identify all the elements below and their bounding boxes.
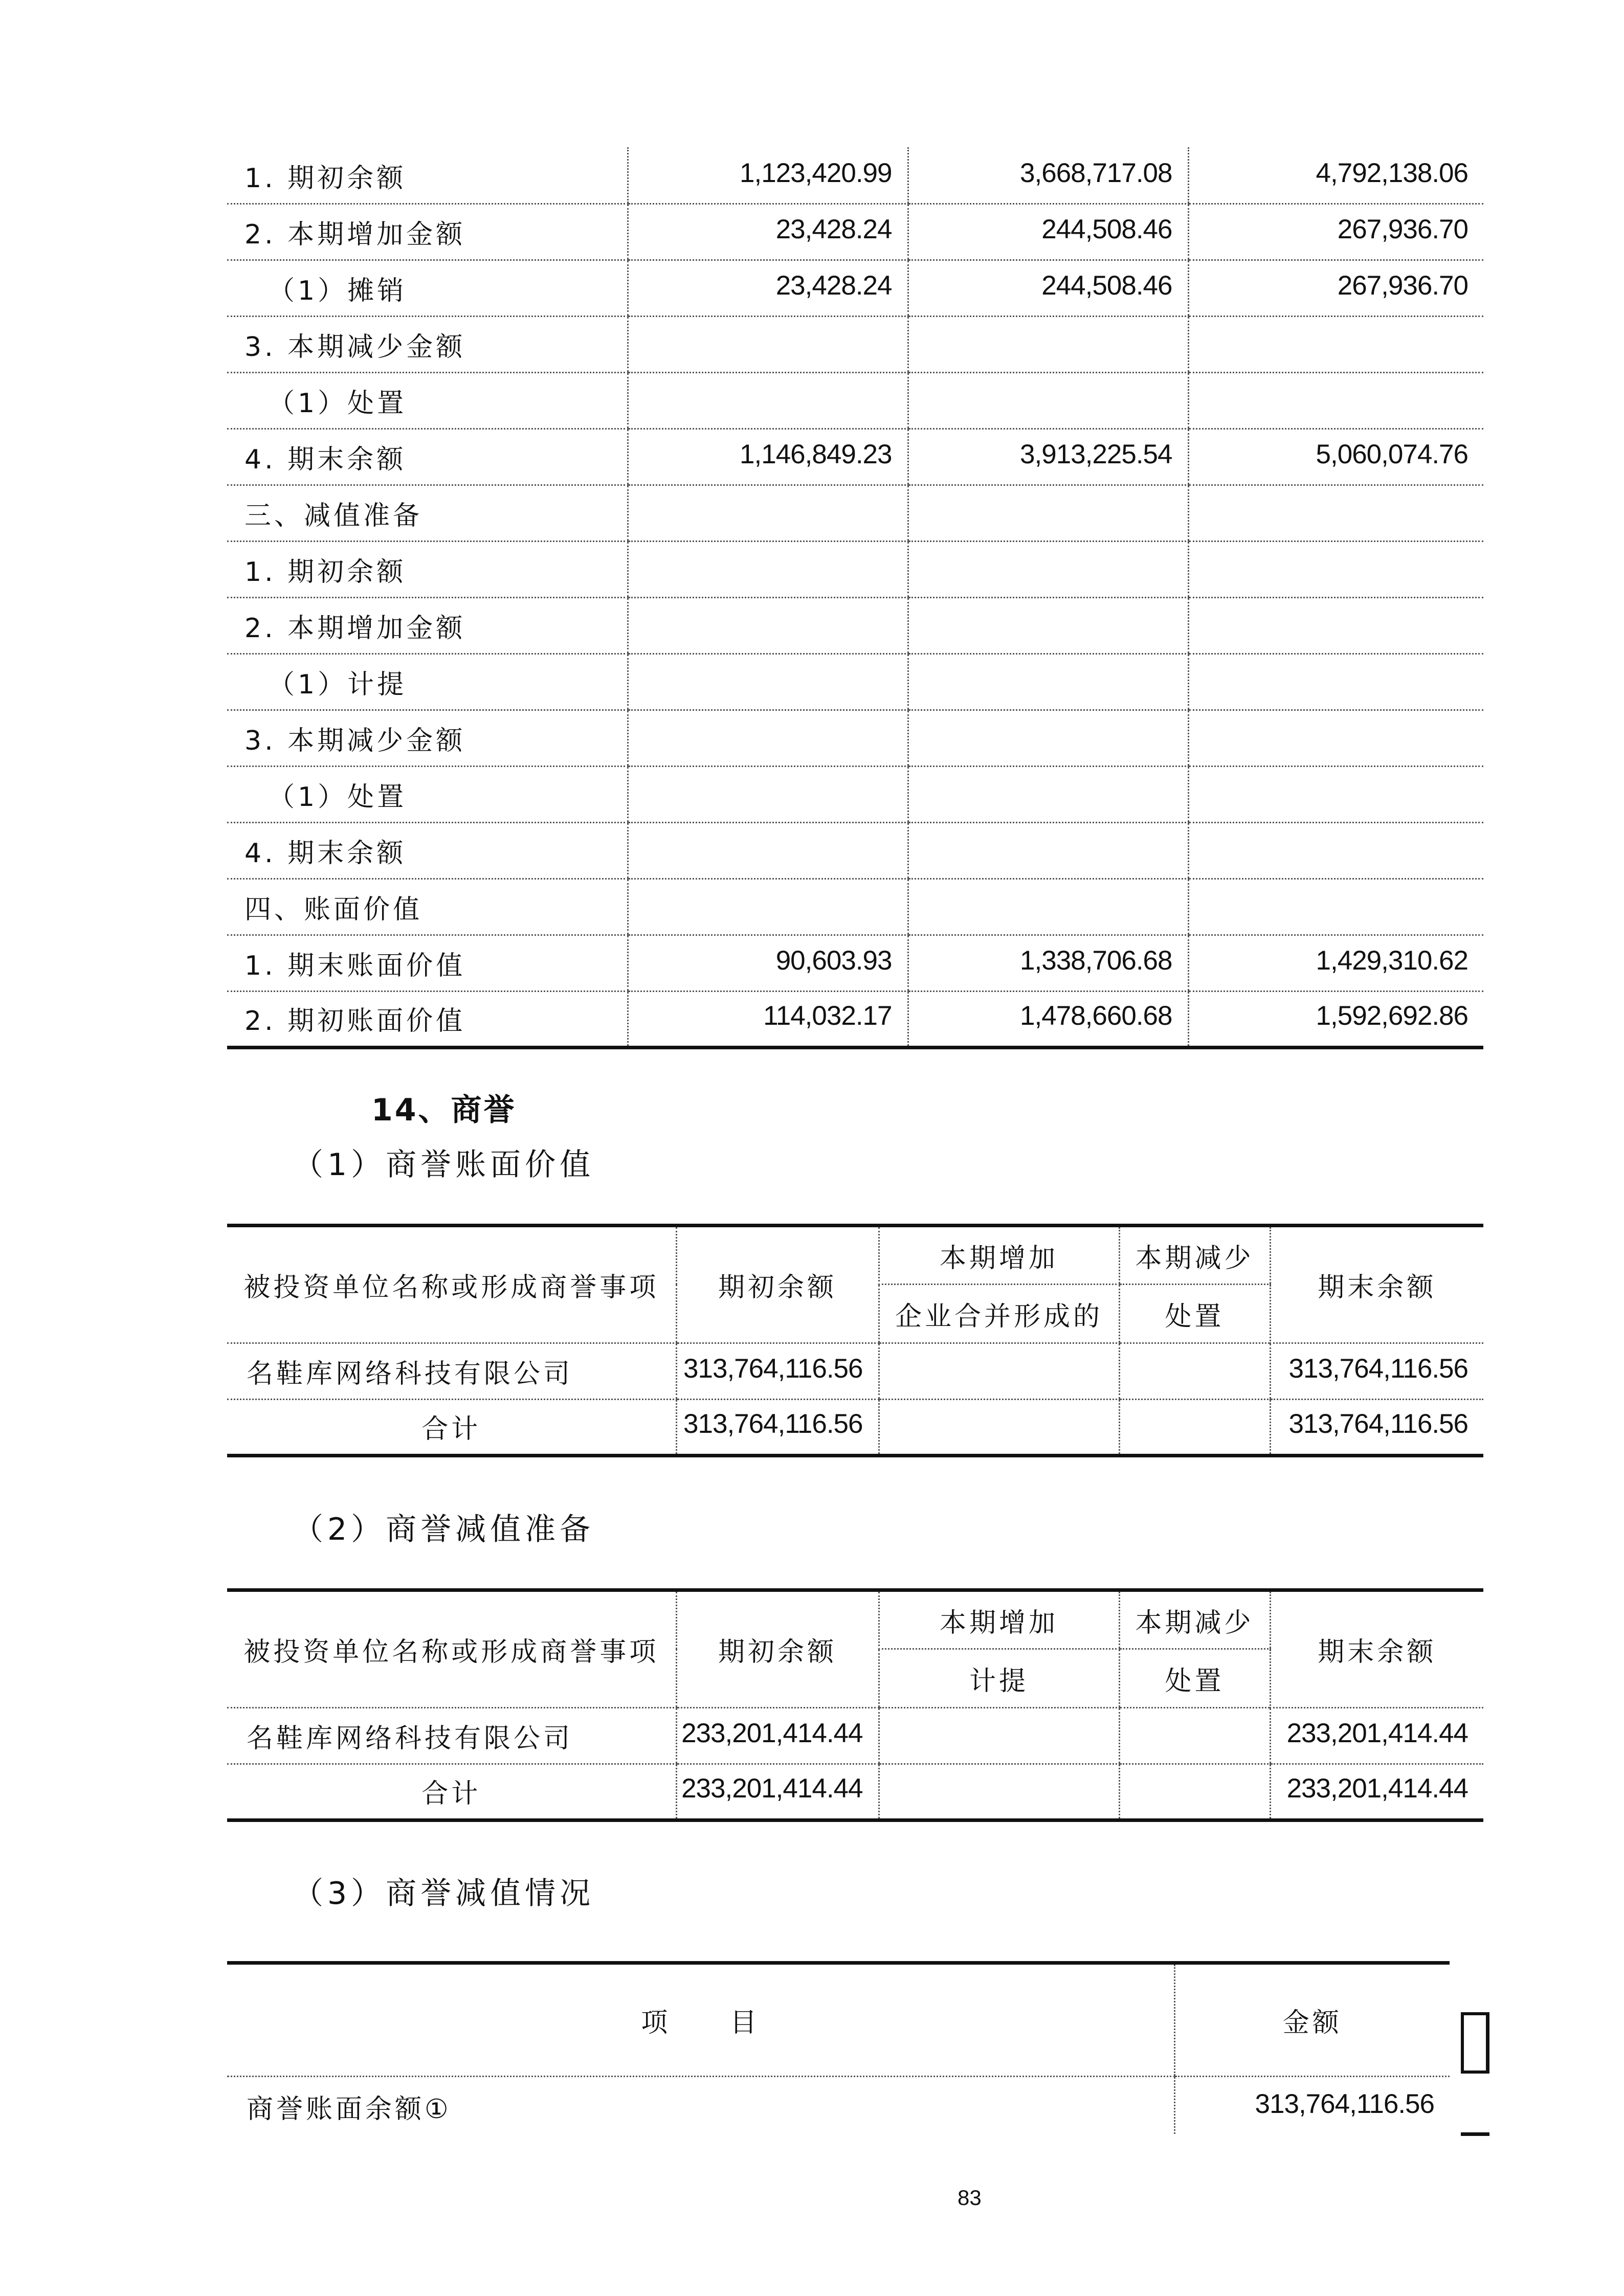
row-value-col3 (1188, 372, 1483, 429)
row-decrease (1119, 1764, 1270, 1820)
table-row (227, 316, 1483, 372)
row-decrease (1119, 1343, 1270, 1400)
table-edge-mark-bottom (1461, 2132, 1489, 2136)
header-decrease: 本期减少 (1119, 1226, 1270, 1285)
row-value-col3: 4,792,138.06 (1188, 147, 1483, 204)
row-label: 2. 期初账面价值 (244, 1005, 466, 1037)
header-decrease-sub: 处置 (1119, 1285, 1270, 1343)
table-row (227, 260, 1483, 316)
row-value-col3 (1188, 485, 1483, 541)
row-value-col3 (1188, 541, 1483, 597)
goodwill-book-value-table (227, 1224, 1483, 1457)
row-value-col1 (628, 316, 908, 372)
row-increase (879, 1400, 1119, 1456)
row-label: （1）计提 (227, 654, 628, 710)
row-label: （1）处置 (227, 372, 628, 429)
row-value-col1 (628, 485, 908, 541)
row-name: 名鞋库网络科技有限公司 (227, 1343, 676, 1400)
row-closing: 313,764,116.56 (1270, 1343, 1483, 1400)
table-row (227, 654, 1483, 710)
table-row (227, 822, 1483, 879)
header-closing: 期末余额 (1270, 1590, 1483, 1708)
row-value-col3: 5,060,074.76 (1188, 429, 1483, 485)
row-value-col2: 244,508.46 (908, 260, 1188, 316)
table-row (227, 204, 1483, 260)
table-row (227, 2077, 1450, 2134)
intangible-assets-table (227, 147, 1483, 1049)
row-label: 4. 期末余额 (227, 429, 628, 485)
row-value-col3 (1188, 879, 1483, 935)
row-opening: 233,201,414.44 (676, 1764, 879, 1820)
header-decrease-sub: 处置 (1119, 1649, 1270, 1708)
row-value-col3: 1,429,310.62 (1188, 935, 1483, 991)
table-edge-mark (1461, 2012, 1489, 2074)
row-value-col1 (628, 710, 908, 766)
row-label: （1）处置 (227, 766, 628, 822)
table-row (227, 879, 1483, 935)
row-value-col2 (908, 485, 1188, 541)
row-value-col1: 1,123,420.99 (628, 147, 908, 204)
header-name: 被投资单位名称或形成商誉事项 (227, 1590, 676, 1708)
row-decrease (1119, 1708, 1270, 1764)
row-label: 2. 本期增加金额 (227, 597, 628, 654)
row-value-col2: 3,668,717.08 (908, 147, 1188, 204)
goodwill-impairment-situation-table (227, 1961, 1450, 2134)
table-row (227, 991, 1483, 1047)
row-value-col1: 23,428.24 (628, 204, 908, 260)
header-increase: 本期增加 (879, 1226, 1119, 1285)
table-row (227, 485, 1483, 541)
row-label: 4. 期末余额 (227, 822, 628, 879)
row-label: 四、账面价值 (227, 879, 628, 935)
row-value-col3 (1188, 766, 1483, 822)
row-value-col3 (1188, 316, 1483, 372)
table-row-total (227, 1764, 1483, 1820)
header-closing: 期末余额 (1270, 1226, 1483, 1343)
row-value-col2 (908, 654, 1188, 710)
table-row (227, 1343, 1483, 1400)
table-row (227, 710, 1483, 766)
row-value-col2: 244,508.46 (908, 204, 1188, 260)
row-value-col1 (628, 879, 908, 935)
subtitle-goodwill-impairment-situation: （3）商誉减值情况 (293, 1876, 595, 1911)
table-row (227, 147, 1483, 204)
row-closing: 233,201,414.44 (1270, 1708, 1483, 1764)
subtitle-goodwill-book-value: （1）商誉账面价值 (293, 1147, 595, 1183)
row-name: 合计 (421, 1779, 481, 1809)
header-decrease: 本期减少 (1119, 1590, 1270, 1649)
row-value-col3 (1188, 654, 1483, 710)
row-label: 3. 本期减少金额 (227, 710, 628, 766)
header-opening: 期初余额 (676, 1226, 879, 1343)
row-value-col2: 1,478,660.68 (908, 991, 1188, 1047)
header-increase-sub: 企业合并形成的 (879, 1285, 1119, 1343)
row-opening: 313,764,116.56 (676, 1400, 879, 1456)
row-value-col1 (628, 766, 908, 822)
row-closing: 313,764,116.56 (1270, 1400, 1483, 1456)
row-value-col1: 23,428.24 (628, 260, 908, 316)
row-amount: 313,764,116.56 (1174, 2077, 1450, 2134)
row-value-col3: 267,936.70 (1188, 260, 1483, 316)
row-label: 3. 本期减少金额 (227, 316, 628, 372)
row-label: 1. 期初余额 (227, 541, 628, 597)
row-value-col2 (908, 541, 1188, 597)
header-name: 被投资单位名称或形成商誉事项 (227, 1226, 676, 1343)
row-value-col3: 267,936.70 (1188, 204, 1483, 260)
row-value-col2 (908, 597, 1188, 654)
row-value-col1 (628, 654, 908, 710)
header-increase: 本期增加 (879, 1590, 1119, 1649)
row-value-col1 (628, 541, 908, 597)
row-value-col1: 114,032.17 (628, 991, 908, 1047)
row-closing: 233,201,414.44 (1270, 1764, 1483, 1820)
table-row (227, 372, 1483, 429)
table-row (227, 935, 1483, 991)
header-opening: 期初余额 (676, 1590, 879, 1708)
row-name: 名鞋库网络科技有限公司 (227, 1708, 676, 1764)
row-value-col3 (1188, 710, 1483, 766)
row-value-col1: 90,603.93 (628, 935, 908, 991)
row-label: 1. 期末账面价值 (227, 935, 628, 991)
subtitle-goodwill-impairment-provision: （2）商誉减值准备 (293, 1512, 595, 1547)
goodwill-impairment-provision-table (227, 1588, 1483, 1822)
row-value-col1 (628, 822, 908, 879)
table-row (227, 541, 1483, 597)
row-decrease (1119, 1400, 1270, 1456)
table-row (227, 766, 1483, 822)
row-value-col3 (1188, 597, 1483, 654)
row-value-col2 (908, 710, 1188, 766)
table-row (227, 1708, 1483, 1764)
table-row (227, 429, 1483, 485)
row-label: 1. 期初余额 (227, 147, 628, 204)
row-value-col2: 3,913,225.54 (908, 429, 1188, 485)
table-row-total (227, 1400, 1483, 1456)
section-heading-goodwill: 14、商誉 (371, 1092, 517, 1128)
header-item: 项 目 (227, 1963, 1174, 2077)
row-value-col2 (908, 766, 1188, 822)
row-value-col2 (908, 316, 1188, 372)
row-value-col3 (1188, 822, 1483, 879)
row-name: 合计 (421, 1414, 481, 1445)
row-label: 2. 本期增加金额 (227, 204, 628, 260)
row-value-col1 (628, 597, 908, 654)
row-label: 三、减值准备 (227, 485, 628, 541)
row-item: 商誉账面余额① (247, 2094, 452, 2125)
header-amount: 金额 (1174, 1963, 1450, 2077)
row-increase (879, 1708, 1119, 1764)
row-opening: 233,201,414.44 (676, 1708, 879, 1764)
page-number: 83 (958, 2186, 982, 2210)
row-value-col1 (628, 372, 908, 429)
row-value-col1: 1,146,849.23 (628, 429, 908, 485)
header-increase-sub: 计提 (879, 1649, 1119, 1708)
table-row (227, 597, 1483, 654)
row-value-col2 (908, 879, 1188, 935)
row-value-col3: 1,592,692.86 (1188, 991, 1483, 1047)
row-increase (879, 1764, 1119, 1820)
row-value-col2: 1,338,706.68 (908, 935, 1188, 991)
row-value-col2 (908, 822, 1188, 879)
row-label: （1）摊销 (227, 260, 628, 316)
row-increase (879, 1343, 1119, 1400)
row-value-col2 (908, 372, 1188, 429)
row-opening: 313,764,116.56 (676, 1343, 879, 1400)
